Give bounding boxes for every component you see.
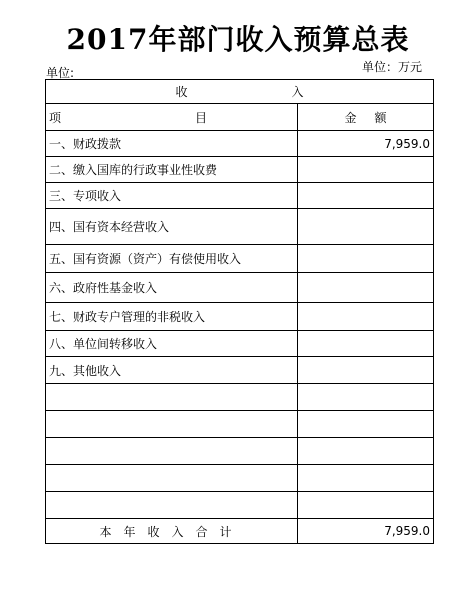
section-header-char-2: 入 <box>291 85 304 99</box>
row-label: 四、国有资本经营收入 <box>46 209 298 245</box>
row-label <box>46 411 298 438</box>
row-label: 三、专项收入 <box>46 183 298 209</box>
row-amount <box>298 157 434 183</box>
unit-label-left: 单位: <box>46 66 75 80</box>
section-header-cell <box>46 80 434 104</box>
row-label <box>46 384 298 411</box>
row-amount <box>298 492 434 519</box>
row-label: 六、政府性基金收入 <box>46 273 298 303</box>
table-row <box>46 245 434 273</box>
row-amount <box>298 183 434 209</box>
row-amount <box>298 245 434 273</box>
table-row <box>46 331 434 357</box>
table-row <box>46 465 434 492</box>
table-row <box>46 183 434 209</box>
income-budget-table <box>45 79 434 544</box>
page-title: 2017年部门收入预算总表 <box>66 23 410 56</box>
row-amount <box>298 209 434 245</box>
amount-header-char-1: 金 <box>344 110 357 125</box>
row-label <box>46 465 298 492</box>
table-row <box>46 209 434 245</box>
header-row-columns <box>46 104 434 131</box>
row-amount <box>298 438 434 465</box>
table-row <box>46 492 434 519</box>
row-label: 一、财政拨款 <box>46 131 298 157</box>
table-row <box>46 411 434 438</box>
row-amount <box>298 273 434 303</box>
row-amount: 7,959.0 <box>298 131 434 157</box>
table-row <box>46 384 434 411</box>
row-amount <box>298 357 434 384</box>
row-label: 八、单位间转移收入 <box>46 331 298 357</box>
table-row <box>46 273 434 303</box>
total-label: 本年收入合计 <box>46 519 298 544</box>
table-row <box>46 357 434 384</box>
item-header-char-1: 项 <box>49 110 62 125</box>
row-label: 二、缴入国库的行政事业性收费 <box>46 157 298 183</box>
item-header-char-2: 目 <box>195 110 208 125</box>
total-row <box>46 519 434 544</box>
row-label: 五、国有资源（资产）有偿使用收入 <box>46 245 298 273</box>
row-amount <box>298 465 434 492</box>
item-header-cell <box>46 104 298 131</box>
header-row-section <box>46 80 434 104</box>
row-amount <box>298 303 434 331</box>
amount-header-cell <box>298 104 434 131</box>
unit-label-right: 单位：万元 <box>362 60 423 74</box>
row-label: 九、其他收入 <box>46 357 298 384</box>
amount-header-char-2: 额 <box>374 110 387 125</box>
table-row <box>46 303 434 331</box>
row-label <box>46 492 298 519</box>
section-header-char-1: 收 <box>175 85 188 99</box>
row-amount <box>298 384 434 411</box>
row-label: 七、财政专户管理的非税收入 <box>46 303 298 331</box>
row-label <box>46 438 298 465</box>
table-row <box>46 438 434 465</box>
table-row <box>46 131 434 157</box>
row-amount <box>298 331 434 357</box>
table-row <box>46 157 434 183</box>
row-amount <box>298 411 434 438</box>
total-amount: 7,959.0 <box>298 519 434 544</box>
